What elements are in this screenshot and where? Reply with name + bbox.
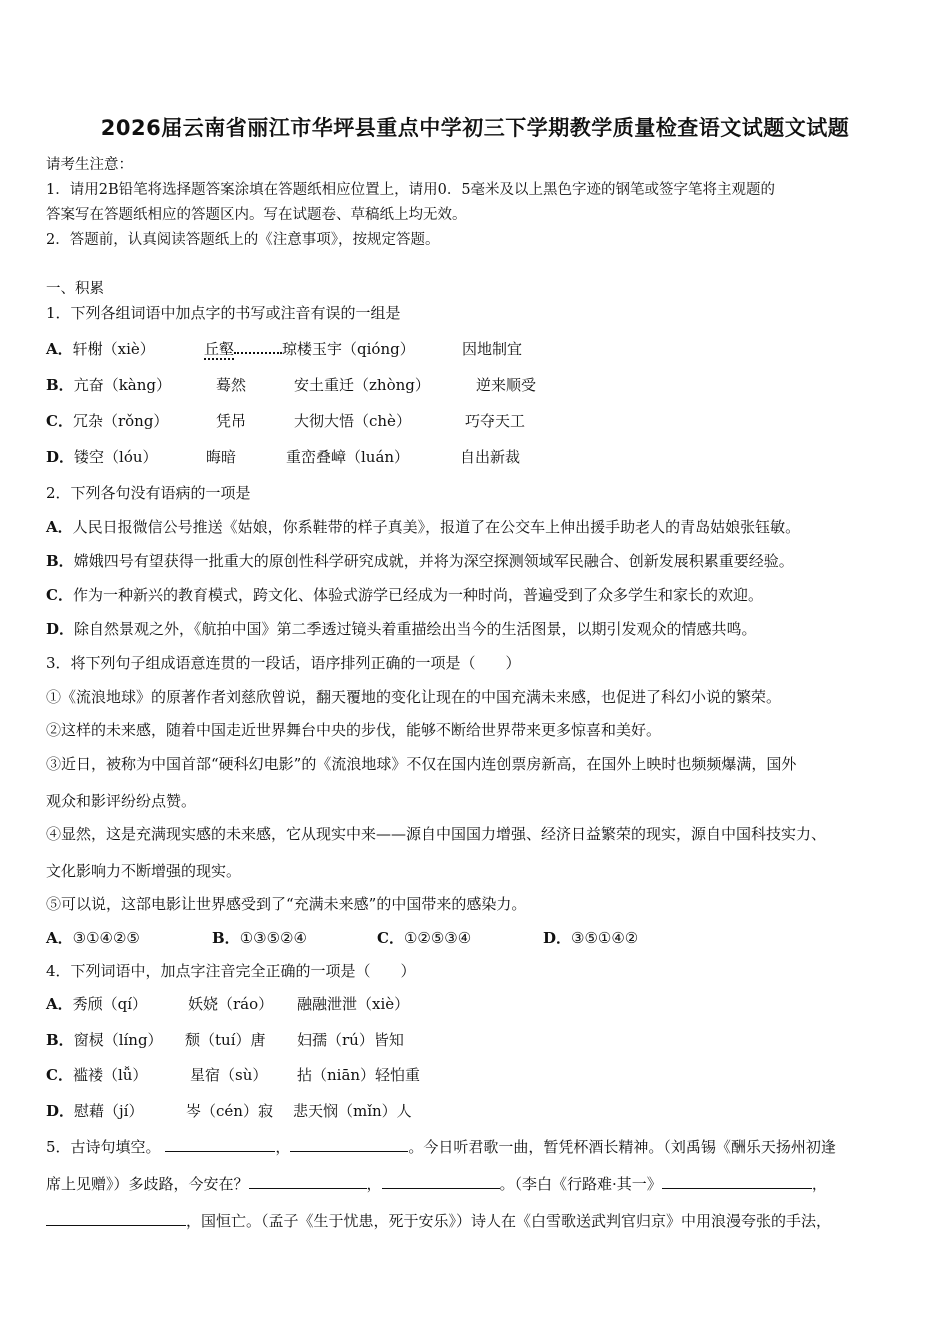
q3-sentence: ②这样的未来感，随着中国走近世界舞台中央的步伐，能够不断给世界带来更多惊喜和美好。 — [46, 721, 662, 739]
fill-blank[interactable] — [290, 1137, 408, 1152]
page-title: 2026届云南省丽江市华坪县重点中学初三下学期教学质量检查语文试题文试题 — [100, 116, 850, 140]
q1-option-word: 丘壑 琼楼玉宇（qióng） — [204, 340, 415, 358]
section-heading: 一、积累 — [46, 281, 104, 297]
q4-option-word: 岑（cén）寂 — [186, 1102, 273, 1120]
q4-option-label: A．秀颀（qí） — [46, 995, 148, 1013]
q5-line-3: ，国恒亡。（孟子《生于忧患，死于安乐》）诗人在《白雪歌送武判官归京》中用浪漫夸张的手法， — [46, 1210, 831, 1231]
q1-option-label: B．亢奋（kàng） — [46, 376, 171, 394]
q2-option: A．人民日报微信公号推送《姑娘，你系鞋带的样子真美》，报道了在公交车上伸出援手助老人的青岛姑娘张钰敏。 — [46, 518, 801, 536]
q4-option-word: 融融泄泄（xiè） — [297, 995, 410, 1013]
q2-option: C．作为一种新兴的教育模式，跨文化、体验式游学已经成为一种时尚，普遍受到了众多学生和家长的欢迎。 — [46, 586, 763, 604]
q4-option-label: D．慰藉（jí） — [46, 1102, 144, 1120]
q3-sentence: ⑤可以说，这部电影让世界感受到了“充满未来感”的中国带来的感染力。 — [46, 895, 527, 913]
q5-line-1: 5．古诗句填空。 ， 。今日听君歌一曲，暂凭杯酒长精神。（刘禹锡《酬乐天扬州初逢 — [46, 1138, 836, 1156]
q1-option-word: 因地制宜 — [462, 340, 523, 358]
q3-sentence: ①《流浪地球》的原著作者刘慈欣曾说，翻天覆地的变化让现在的中国充满未来感，也促进了科幻小说的繁荣。 — [46, 688, 782, 706]
notice-heading: 请考生注意： — [46, 157, 133, 173]
q1-option-label: D．镂空（lóu） — [46, 448, 158, 466]
q3-option: C．①②⑤③④ — [377, 929, 472, 947]
q1-option-word: 安土重迁（zhòng） — [294, 376, 430, 394]
q1-option-word: 凭吊 — [216, 412, 247, 430]
q1-option-word: 晦暗 — [206, 448, 237, 466]
q3-option: B．①③⑤②④ — [212, 929, 307, 947]
q1-option-word: 蓦然 — [216, 376, 247, 394]
q1-option-word: 大彻大悟（chè） — [294, 412, 411, 430]
q3-sentence: 观众和影评纷纷点赞。 — [46, 792, 197, 810]
q1-option-label: A．轩榭（xiè） — [46, 340, 155, 358]
q1-option-word: 自出新裁 — [460, 448, 521, 466]
q3-option: D．③⑤①④② — [543, 929, 639, 947]
q1-option-word: 巧夺天工 — [465, 412, 526, 430]
q1-option-label: C．冗杂（rǒng） — [46, 412, 169, 430]
q2-option: D．除自然景观之外，《航拍中国》第二季透过镜头着重描绘出当今的生活图景，以期引发观众的情感共鸣。 — [46, 620, 757, 638]
q1-option-word: 逆来顺受 — [476, 376, 537, 394]
q4-option-word: 妇孺（rú）皆知 — [297, 1031, 404, 1049]
fill-blank[interactable] — [662, 1174, 812, 1189]
q5-line-2: 席上见赠》）多歧路，今安在？ ， 。（李白《行路难·其一》 ， — [46, 1175, 827, 1193]
q3-stem: 3．将下列句子组成语意连贯的一段话，语序排列正确的一项是（ ） — [46, 654, 521, 672]
q4-option-word: 颓（tuí）唐 — [185, 1031, 266, 1049]
q1-option-word: 重峦叠嶂（luán） — [286, 448, 410, 466]
fill-blank[interactable] — [46, 1211, 186, 1226]
notice-item-1b: 答案写在答题纸相应的答题区内。写在试题卷、草稿纸上均无效。 — [46, 207, 467, 223]
fill-blank[interactable] — [165, 1137, 275, 1152]
q3-sentence: 文化影响力不断增强的现实。 — [46, 862, 242, 880]
q4-option-word: 拈（niān）轻怕重 — [297, 1066, 421, 1084]
q2-option: B．嫦娥四号有望获得一批重大的原创性科学研究成就，并将为深空探测领域军民融合、创新发展积累重要经验。 — [46, 552, 794, 570]
q4-stem: 4．下列词语中，加点字注音完全正确的一项是（ ） — [46, 962, 416, 980]
q4-option-label: B．窗棂（líng） — [46, 1031, 163, 1049]
notice-item-2: 2．答题前，认真阅读答题纸上的《注意事项》，按规定答题。 — [46, 232, 440, 248]
fill-blank[interactable] — [382, 1174, 500, 1189]
q3-sentence: ③近日，被称为中国首部“硬科幻电影”的《流浪地球》不仅在国内连创票房新高，在国外上映时也频频爆满，国外 — [46, 755, 797, 773]
notice-item-1a: 1．请用2B铅笔将选择题答案涂填在答题纸相应位置上，请用0．5毫米及以上黑色字迹的钢笔或签字笔将主观题的 — [46, 182, 776, 198]
q4-option-word: 悲天悯（mǐn）人 — [293, 1102, 412, 1120]
q4-option-word: 星宿（sù） — [190, 1066, 268, 1084]
q3-option: A．③①④②⑤ — [46, 929, 140, 947]
q2-stem: 2．下列各句没有语病的一项是 — [46, 484, 251, 502]
q4-option-word: 妖娆（ráo） — [188, 995, 274, 1013]
fill-blank[interactable] — [249, 1174, 367, 1189]
q4-option-label: C．褴褛（lǚ） — [46, 1066, 148, 1084]
q1-stem: 1．下列各组词语中加点字的书写或注音有误的一组是 — [46, 304, 401, 322]
q3-sentence: ④显然，这是充满现实感的未来感，它从现实中来——源自中国国力增强、经济日益繁荣的现实，源自中国科技实力、 — [46, 825, 827, 843]
